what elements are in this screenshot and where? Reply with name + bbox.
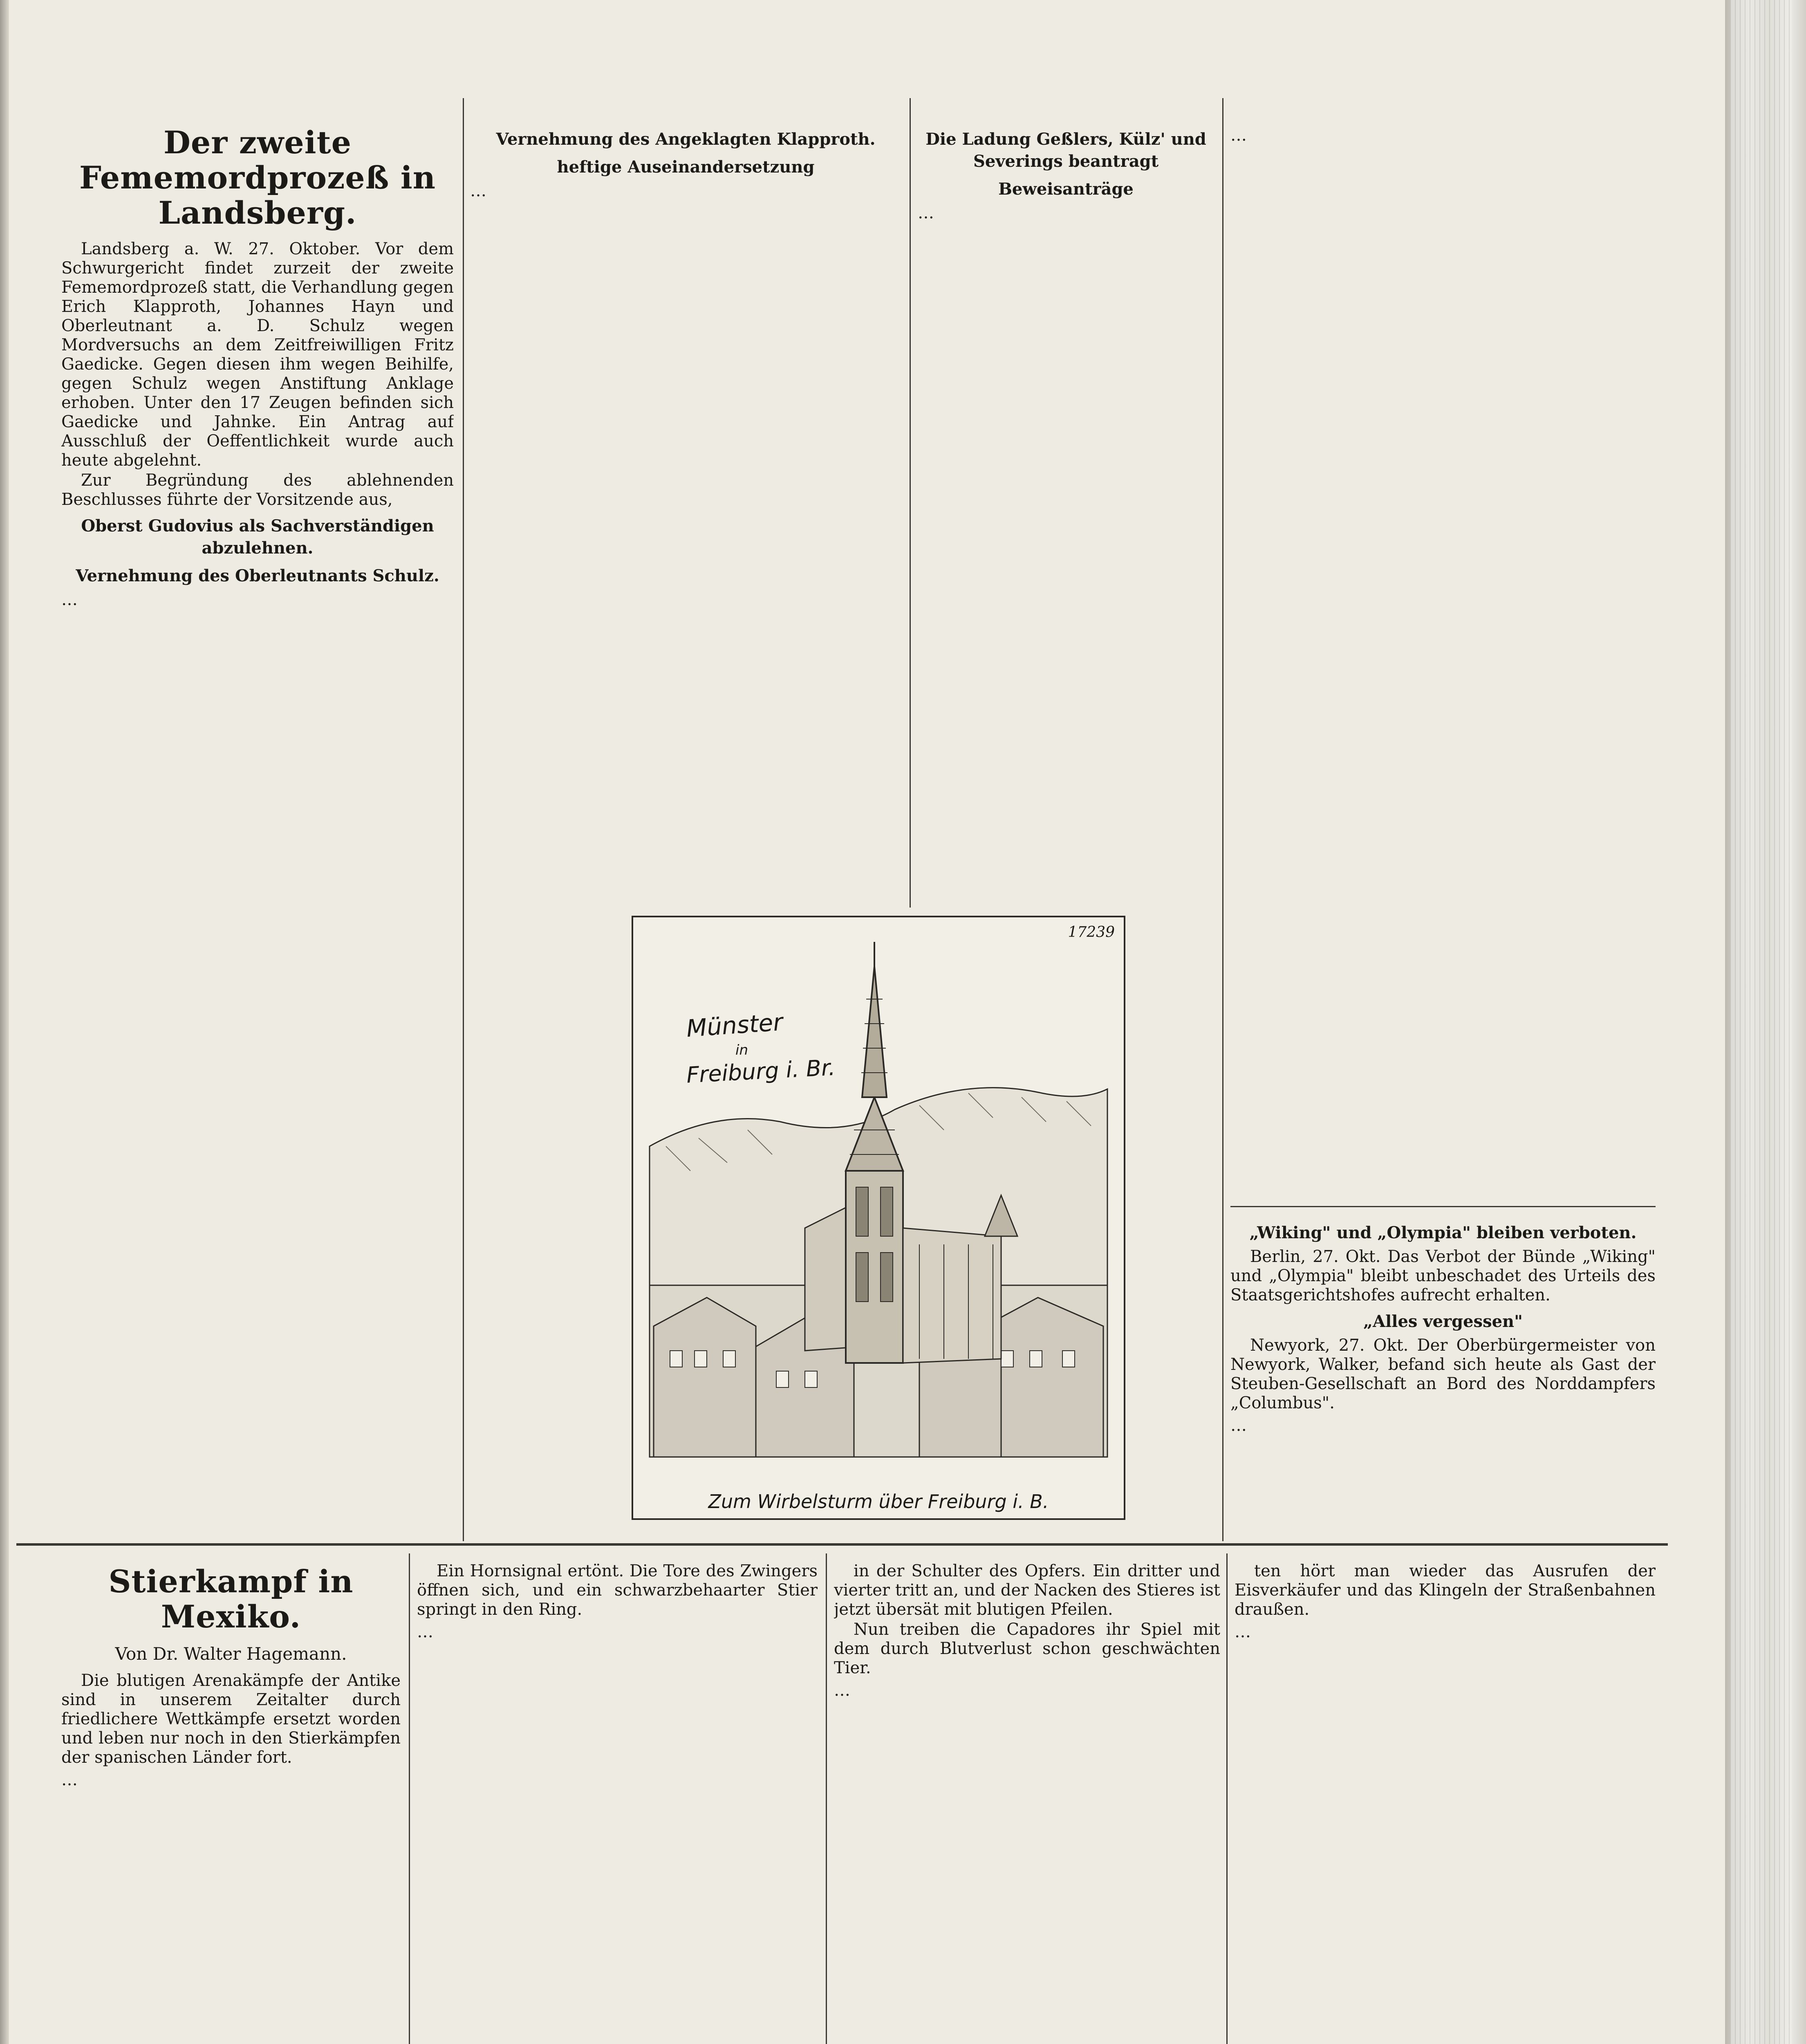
article1-column-4: [1230, 123, 1656, 1198]
illustration-title-city: Freiburg i. Br.: [686, 1054, 836, 1088]
article1-headline: Der zweite Fememordprozeß in Landsberg.: [79, 124, 436, 231]
article2-column-1: [61, 1562, 401, 2044]
news-divider: [1230, 1206, 1656, 1207]
text-omitted: …: [470, 182, 486, 200]
column-rule: [409, 1553, 410, 2044]
text-omitted: …: [1235, 1623, 1251, 1641]
article1-subhead: Vernehmung des Oberleutnants Schulz.: [76, 566, 439, 585]
text-omitted: …: [417, 1623, 433, 1641]
news-paragraph: Berlin, 27. Okt. Das Verbot der Bünde „Wiking" und „Olympia" bleibt unbeschadet des Urteils des Staatsgerichtshofes aufrecht erhalten.: [1230, 1247, 1656, 1304]
news-paragraph: Newyork, 27. Okt. Der Oberbürgermeister von Newyork, Walker, befand sich heute als Gast der Steuben-Gesellschaft an Bord des Norddampfers „Columbus".: [1230, 1336, 1656, 1412]
article2-column-4: [1235, 1562, 1656, 2044]
article2-paragraph: Nun treiben die Capadores ihr Spiel mit dem durch Blutverlust schon geschwächten Tier.: [834, 1620, 1220, 1677]
column-rule: [910, 98, 911, 908]
section-divider: [16, 1543, 1668, 1546]
article1-subhead: heftige Auseinandersetzung: [557, 157, 815, 177]
article1-subhead: Vernehmung des Angeklagten Klapproth.: [496, 130, 876, 149]
column-rule: [826, 1553, 827, 2044]
text-omitted: …: [1230, 126, 1247, 145]
article1-column-1: [61, 123, 454, 1537]
article2-paragraph: in der Schulter des Opfers. Ein dritter und vierter tritt an, und der Nacken des Stieres ist jetzt übersät mit blutigen Pfeilen.: [834, 1562, 1220, 1619]
illustration-title-in: in: [735, 1042, 748, 1058]
text-omitted: …: [61, 1771, 78, 1789]
cathedral-drawing: [633, 917, 1124, 1518]
article2-headline: Stierkampf in Mexiko.: [108, 1563, 354, 1635]
article2-paragraph: Die blutigen Arenakämpfe der Antike sind in unserem Zeitalter durch friedlichere Wettkämpfe ersetzt worden und leben nur noch in den Stierkämpfen der spanischen Länder fort.: [61, 1671, 401, 1767]
muenster-illustration: [632, 916, 1125, 1520]
article1-column-2: [470, 123, 901, 908]
illustration-title: Münster: [685, 1008, 784, 1043]
article1-paragraph: Zur Begründung des ablehnenden Beschlusses führte der Vorsitzende aus,: [61, 471, 454, 509]
column-rule: [463, 98, 464, 1541]
article2-column-3: [834, 1562, 1220, 2044]
column-rule: [1226, 1553, 1228, 2044]
illustration-number: 17239: [1068, 924, 1115, 941]
page-stack-lines: [1731, 0, 1792, 2044]
illustration-caption: Zum Wirbelsturm über Freiburg i. B.: [708, 1490, 1049, 1513]
page-edge-left: [0, 0, 9, 2044]
text-omitted: …: [834, 1681, 850, 1700]
news-headline: „Alles vergessen": [1363, 1312, 1523, 1331]
article1-subhead: Oberst Gudovius als Sachverständigen abzulehnen.: [81, 516, 434, 558]
article2-paragraph: Ein Hornsignal ertönt. Die Tore des Zwingers öffnen sich, und ein schwarzbehaarter Stier springt in den Ring.: [417, 1562, 818, 1619]
news-headline: „Wiking" und „Olympia" bleiben verboten.: [1249, 1223, 1637, 1242]
article2-byline: Von Dr. Walter Hagemann.: [115, 1644, 347, 1664]
news-column: [1230, 1216, 1656, 1539]
article2-paragraph: ten hört man wieder das Ausrufen der Eisverkäufer und das Klingeln der Straßenbahnen draußen.: [1235, 1562, 1656, 1619]
page-stack-edge: [1725, 0, 1806, 2044]
text-omitted: …: [918, 204, 934, 222]
article2-column-2: [417, 1562, 818, 2044]
article1-column-3: [918, 123, 1214, 908]
text-omitted: …: [1230, 1416, 1247, 1435]
article1-paragraph: Landsberg a. W. 27. Oktober. Vor dem Schwurgericht findet zurzeit der zweite Fememordprozeß statt, die Verhandlung gegen Erich Klapproth, Johannes Hayn und Oberleutnant a. D. Schulz wegen Mordversuchs an dem Zeitfreiwilligen Fritz Gaedicke. Gegen diesen ihm wegen Beihilfe, gegen Schulz wegen Anstiftung Anklage erhoben. Unter den 17 Zeugen befinden sich Gaedicke und Jahnke. Ein Antrag auf Ausschluß der Oeffentlichkeit wurde auch heute abgelehnt.: [61, 240, 454, 470]
article1-subhead: Die Ladung Geßlers, Külz' und Severings beantragt: [925, 130, 1206, 171]
text-omitted: …: [61, 590, 78, 609]
article1-subhead: Beweisanträge: [998, 179, 1134, 199]
column-rule: [1222, 98, 1223, 1541]
